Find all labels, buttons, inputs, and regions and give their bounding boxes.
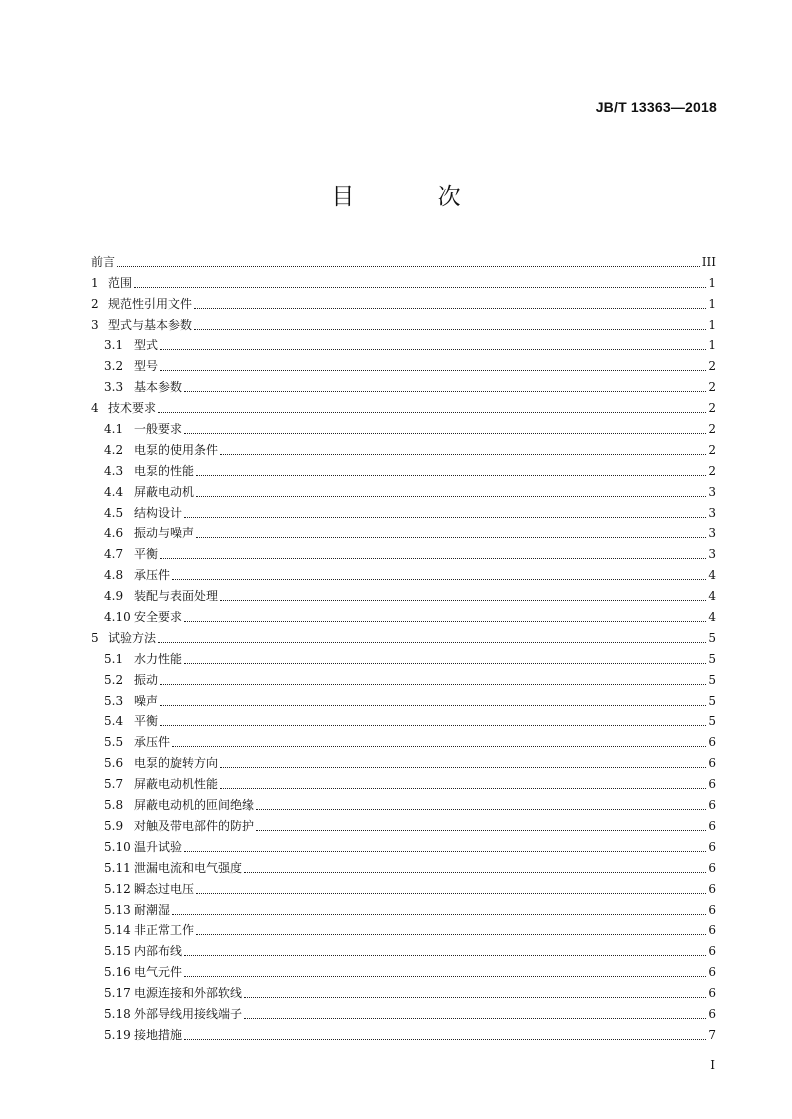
toc-entry-label: 电泵的旋转方向	[134, 756, 219, 771]
toc-entry-label: 试验方法	[108, 630, 157, 645]
toc-entry-page: 6	[708, 839, 716, 854]
toc-leader-dots	[160, 704, 706, 706]
toc-entry-page: 2	[708, 359, 716, 374]
toc-entry-number: 4.5	[104, 505, 124, 520]
toc-entry[interactable]	[91, 645, 716, 666]
toc-leader-dots	[158, 411, 706, 413]
toc-entry-page: 6	[708, 1006, 716, 1021]
toc-entry-label: 温升试验	[134, 839, 183, 854]
toc-entry-label: 型式	[134, 338, 159, 353]
toc-leader-dots	[160, 557, 706, 559]
toc-leader-dots	[184, 850, 706, 852]
toc-entry-page: 3	[708, 484, 716, 499]
toc-entry-label: 瞬态过电压	[134, 881, 195, 896]
toc-entry-number: 3	[91, 317, 99, 332]
toc-entry-page: 6	[708, 881, 716, 896]
toc-entry-page: 5	[708, 714, 716, 729]
toc-entry-label: 平衡	[134, 714, 159, 729]
toc-entry-number: 5.11	[104, 860, 131, 875]
toc-entry-page: 4	[708, 610, 716, 625]
toc-entry-label: 屏蔽电动机性能	[134, 777, 219, 792]
toc-leader-dots	[172, 745, 706, 747]
toc-entry-number: 4.10	[104, 610, 131, 625]
toc-entry-page: 4	[708, 589, 716, 604]
toc-entry[interactable]	[91, 1000, 716, 1021]
toc-entry[interactable]	[91, 394, 716, 415]
toc-entry-label: 电泵的使用条件	[134, 442, 219, 457]
toc-leader-dots	[160, 683, 706, 685]
toc-entry-page: 6	[708, 902, 716, 917]
toc-entry-number: 4.3	[104, 463, 124, 478]
toc-entry[interactable]	[91, 540, 716, 561]
toc-entry-number: 5	[91, 630, 99, 645]
toc-entry-label: 屏蔽电动机的匝间绝缘	[134, 798, 255, 813]
page-number: I	[710, 1058, 715, 1072]
toc-entry-label: 承压件	[134, 568, 171, 583]
toc-entry[interactable]	[91, 812, 716, 833]
toc-entry[interactable]	[91, 875, 716, 896]
toc-entry-number: 1	[91, 275, 99, 290]
standard-number: JB/T 13363—2018	[595, 99, 717, 115]
toc-entry-label: 振动与噪声	[134, 526, 195, 541]
toc-leader-dots	[196, 495, 706, 497]
toc-entry-number: 5.15	[104, 944, 131, 959]
toc-entry-page: 6	[708, 777, 716, 792]
toc-entry-number: 5.14	[104, 923, 131, 938]
toc-leader-dots	[160, 348, 706, 350]
toc-entry-page: 3	[708, 505, 716, 520]
toc-entry-page: 1	[708, 296, 716, 311]
toc-entry-number: 5.9	[104, 818, 124, 833]
toc-entry-label: 水力性能	[134, 651, 183, 666]
toc-entry-label: 前言	[91, 254, 116, 269]
toc-leader-dots	[117, 265, 700, 267]
toc-entry-label: 装配与表面处理	[134, 589, 219, 604]
toc-entry-number: 5.8	[104, 798, 124, 813]
toc-entry-page: 6	[708, 965, 716, 980]
page-title: 目 次	[331, 184, 499, 210]
toc-entry-page: 5	[708, 651, 716, 666]
toc-entry-page: 1	[708, 275, 716, 290]
toc-leader-dots	[172, 913, 706, 915]
toc-leader-dots	[220, 599, 706, 601]
toc-entry-page: 6	[708, 756, 716, 771]
toc-entry-label: 一般要求	[134, 422, 183, 437]
toc-entry[interactable]	[91, 687, 716, 708]
toc-entry[interactable]	[91, 269, 716, 290]
toc-entry-label: 振动	[134, 672, 159, 687]
toc-entry-page: 6	[708, 986, 716, 1001]
toc-leader-dots	[194, 307, 706, 309]
toc-entry[interactable]	[91, 917, 716, 938]
table-of-contents	[91, 248, 716, 1042]
toc-entry-page: 2	[708, 401, 716, 416]
toc-entry-page: 1	[708, 338, 716, 353]
toc-leader-dots	[220, 787, 706, 789]
toc-entry-label: 泄漏电流和电气强度	[134, 860, 243, 875]
toc-entry-label: 外部导线用接线端子	[134, 1006, 243, 1021]
toc-leader-dots	[196, 892, 706, 894]
toc-entry-number: 5.5	[104, 735, 124, 750]
toc-entry-label: 耐潮湿	[134, 902, 171, 917]
toc-entry-number: 5.13	[104, 902, 131, 917]
toc-entry-number: 3.3	[104, 380, 124, 395]
toc-entry-number: 5.6	[104, 756, 124, 771]
toc-entry-number: 5.10	[104, 839, 131, 854]
toc-entry-page: 2	[708, 380, 716, 395]
toc-entry[interactable]	[91, 833, 716, 854]
toc-entry-label: 承压件	[134, 735, 171, 750]
toc-entry-page: 6	[708, 735, 716, 750]
toc-entry-number: 4.8	[104, 568, 124, 583]
toc-entry-number: 5.18	[104, 1006, 131, 1021]
toc-entry[interactable]	[91, 415, 716, 436]
toc-entry-number: 5.16	[104, 965, 131, 980]
toc-entry[interactable]	[91, 854, 716, 875]
toc-entry[interactable]	[91, 896, 716, 917]
toc-entry[interactable]	[91, 979, 716, 1000]
toc-leader-dots	[172, 578, 706, 580]
toc-leader-dots	[184, 954, 706, 956]
toc-entry[interactable]	[91, 937, 716, 958]
toc-entry-label: 范围	[108, 275, 133, 290]
toc-entry[interactable]	[91, 520, 716, 541]
toc-entry-number: 4.1	[104, 422, 124, 437]
toc-leader-dots	[134, 286, 706, 288]
toc-entry-page: 5	[708, 672, 716, 687]
toc-entry-label: 电源连接和外部软线	[134, 986, 243, 1001]
toc-entry-label: 噪声	[134, 693, 159, 708]
toc-entry-page: 6	[708, 818, 716, 833]
toc-entry-number: 4.9	[104, 589, 124, 604]
toc-entry-label: 电泵的性能	[134, 463, 195, 478]
toc-entry-label: 基本参数	[134, 380, 183, 395]
toc-entry-page: 6	[708, 923, 716, 938]
toc-entry-number: 4.7	[104, 547, 124, 562]
toc-leader-dots	[160, 369, 706, 371]
toc-leader-dots	[196, 933, 706, 935]
toc-entry-number: 4.4	[104, 484, 124, 499]
toc-leader-dots	[220, 453, 706, 455]
toc-leader-dots	[244, 1017, 706, 1019]
toc-entry-label: 非正常工作	[134, 923, 195, 938]
toc-entry-page: 2	[708, 442, 716, 457]
toc-entry-number: 5.3	[104, 693, 124, 708]
toc-entry[interactable]	[91, 582, 716, 603]
toc-entry[interactable]	[91, 603, 716, 624]
toc-entry[interactable]	[91, 708, 716, 729]
toc-leader-dots	[196, 536, 706, 538]
toc-entry-label: 平衡	[134, 547, 159, 562]
toc-entry-number: 4	[91, 401, 99, 416]
toc-entry-number: 5.12	[104, 881, 131, 896]
toc-entry[interactable]	[91, 352, 716, 373]
toc-leader-dots	[160, 724, 706, 726]
toc-entry-page: 2	[708, 422, 716, 437]
toc-entry[interactable]	[91, 561, 716, 582]
toc-entry[interactable]	[91, 728, 716, 749]
toc-entry-page: 7	[708, 1027, 716, 1042]
toc-entry-number: 5.7	[104, 777, 124, 792]
toc-leader-dots	[196, 474, 706, 476]
toc-entry-page: 3	[708, 526, 716, 541]
toc-entry[interactable]	[91, 958, 716, 979]
toc-entry-label: 接地措施	[134, 1027, 183, 1042]
toc-entry-number: 5.19	[104, 1027, 131, 1042]
toc-entry-label: 电气元件	[134, 965, 183, 980]
toc-entry-page: 5	[708, 693, 716, 708]
toc-leader-dots	[184, 975, 706, 977]
toc-entry[interactable]	[91, 332, 716, 353]
toc-leader-dots	[220, 766, 706, 768]
toc-entry[interactable]	[91, 666, 716, 687]
toc-entry-page: III	[701, 254, 716, 269]
toc-entry-page: 6	[708, 860, 716, 875]
toc-entry-number: 4.2	[104, 442, 124, 457]
toc-leader-dots	[184, 620, 706, 622]
toc-entry-label: 对触及带电部件的防护	[134, 818, 255, 833]
toc-leader-dots	[184, 516, 706, 518]
toc-entry[interactable]	[91, 457, 716, 478]
toc-entry-page: 6	[708, 798, 716, 813]
toc-entry-number: 4.6	[104, 526, 124, 541]
toc-entry[interactable]	[91, 791, 716, 812]
toc-leader-dots	[184, 432, 706, 434]
toc-entry-label: 结构设计	[134, 505, 183, 520]
toc-entry[interactable]	[91, 248, 716, 269]
toc-leader-dots	[256, 829, 706, 831]
toc-leader-dots	[244, 996, 706, 998]
toc-entry[interactable]	[91, 624, 716, 645]
toc-entry-number: 3.1	[104, 338, 124, 353]
toc-leader-dots	[158, 641, 706, 643]
toc-entry[interactable]	[91, 373, 716, 394]
toc-entry-number: 5.4	[104, 714, 124, 729]
toc-entry-page: 3	[708, 547, 716, 562]
toc-entry-label: 安全要求	[134, 610, 183, 625]
toc-entry-page: 6	[708, 944, 716, 959]
toc-entry[interactable]	[91, 770, 716, 791]
toc-entry[interactable]	[91, 290, 716, 311]
toc-entry-label: 屏蔽电动机	[134, 484, 195, 499]
toc-entry-page: 4	[708, 568, 716, 583]
toc-entry-number: 5.1	[104, 651, 124, 666]
toc-entry-label: 技术要求	[108, 401, 157, 416]
toc-entry[interactable]	[91, 749, 716, 770]
toc-entry[interactable]	[91, 311, 716, 332]
toc-entry[interactable]	[91, 499, 716, 520]
toc-entry-page: 2	[708, 463, 716, 478]
toc-entry-label: 型式与基本参数	[108, 317, 193, 332]
toc-leader-dots	[184, 662, 706, 664]
toc-leader-dots	[184, 1038, 706, 1040]
toc-leader-dots	[244, 871, 706, 873]
toc-entry-label: 内部布线	[134, 944, 183, 959]
toc-entry-number: 5.2	[104, 672, 124, 687]
toc-entry-number: 5.17	[104, 986, 131, 1001]
toc-entry-number: 2	[91, 296, 99, 311]
toc-entry-number: 3.2	[104, 359, 124, 374]
toc-entry[interactable]	[91, 436, 716, 457]
toc-entry-page: 5	[708, 630, 716, 645]
toc-entry[interactable]	[91, 478, 716, 499]
toc-entry[interactable]	[91, 1021, 716, 1042]
toc-entry-label: 型号	[134, 359, 159, 374]
toc-entry-page: 1	[708, 317, 716, 332]
toc-leader-dots	[184, 390, 706, 392]
toc-leader-dots	[256, 808, 706, 810]
toc-entry-label: 规范性引用文件	[108, 296, 193, 311]
toc-leader-dots	[194, 328, 706, 330]
